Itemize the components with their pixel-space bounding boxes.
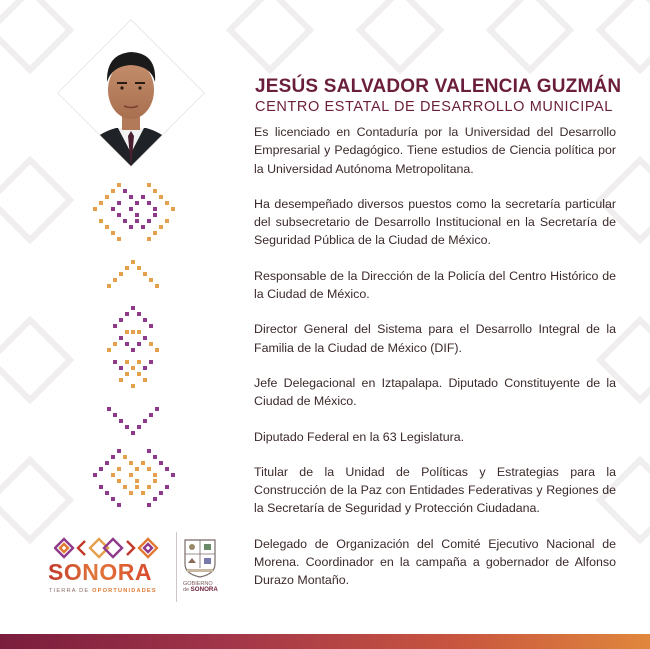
bio-paragraph: Ha desempeñado diversos puestos como la secretaría particular del subsecretario de Desarrollo Institucional en la Secretaría de Seguridad Pública de la Ciudad de México. bbox=[254, 196, 616, 248]
decorative-chevron-up bbox=[103, 258, 163, 288]
bio-paragraph: Es licenciado en Contaduría por la Universidad del Desarrollo Empresarial y Pedagógico. Tiene estudios de Ciencia política por la Universidad Autónoma Metropolitana. bbox=[254, 125, 616, 176]
gobierno-sonora-logo bbox=[176, 532, 223, 602]
state-shield-icon bbox=[183, 538, 217, 578]
profile-header bbox=[255, 76, 625, 115]
profile-photo bbox=[56, 18, 206, 168]
bottom-gradient-bar bbox=[0, 634, 650, 649]
gobierno-line1: GOBIERNO bbox=[183, 581, 213, 587]
sonora-logo-pattern-icon bbox=[54, 537, 164, 559]
gobierno-line2-prefix: de bbox=[183, 587, 191, 593]
bio-paragraph: Diputado Federal en la 63 Legislatura. bbox=[254, 429, 465, 444]
tagline-highlight: OPORTUNIDADES bbox=[92, 588, 157, 594]
person-name: JESÚS SALVADOR VALENCIA GUZMÁN bbox=[255, 76, 622, 97]
biography bbox=[254, 123, 616, 607]
sonora-tagline bbox=[49, 588, 157, 594]
bio-paragraph: Jefe Delegacional en Iztapalapa. Diputado Constituyente de la Ciudad de México. bbox=[254, 375, 616, 409]
bio-paragraph: Responsable de la Dirección de la Policía del Centro Histórico de la Ciudad de México. bbox=[254, 268, 616, 302]
sonora-brand-text: SONORA bbox=[48, 559, 152, 585]
decorative-pattern-1 bbox=[90, 182, 180, 244]
decorative-chevron-down bbox=[103, 405, 163, 435]
tagline-prefix: TIERRA DE bbox=[49, 588, 93, 594]
organization-name: CENTRO ESTATAL DE DESARROLLO MUNICIPAL bbox=[255, 99, 613, 115]
bio-paragraph: Director General del Sistema para el Desarrollo Integral de la Familia de la Ciudad de México (DIF). bbox=[254, 322, 616, 355]
bio-paragraph: Delegado de Organización del Comité Ejecutivo Nacional de Morena. Coordinador en la campaña a gobernador de Alfonso Durazo Montaño. bbox=[254, 536, 616, 588]
decorative-pattern-2 bbox=[100, 305, 166, 395]
bio-paragraph: Titular de la Unidad de Políticas y Estrategias para la Construcción de la Paz con Entidades Federativas y Regiones de la Secretaría de Seguridad y Protección Ciudadana. bbox=[254, 464, 616, 516]
gobierno-line2: SONORA bbox=[190, 586, 218, 593]
gobierno-text bbox=[183, 581, 218, 593]
decorative-pattern-3 bbox=[90, 448, 180, 510]
